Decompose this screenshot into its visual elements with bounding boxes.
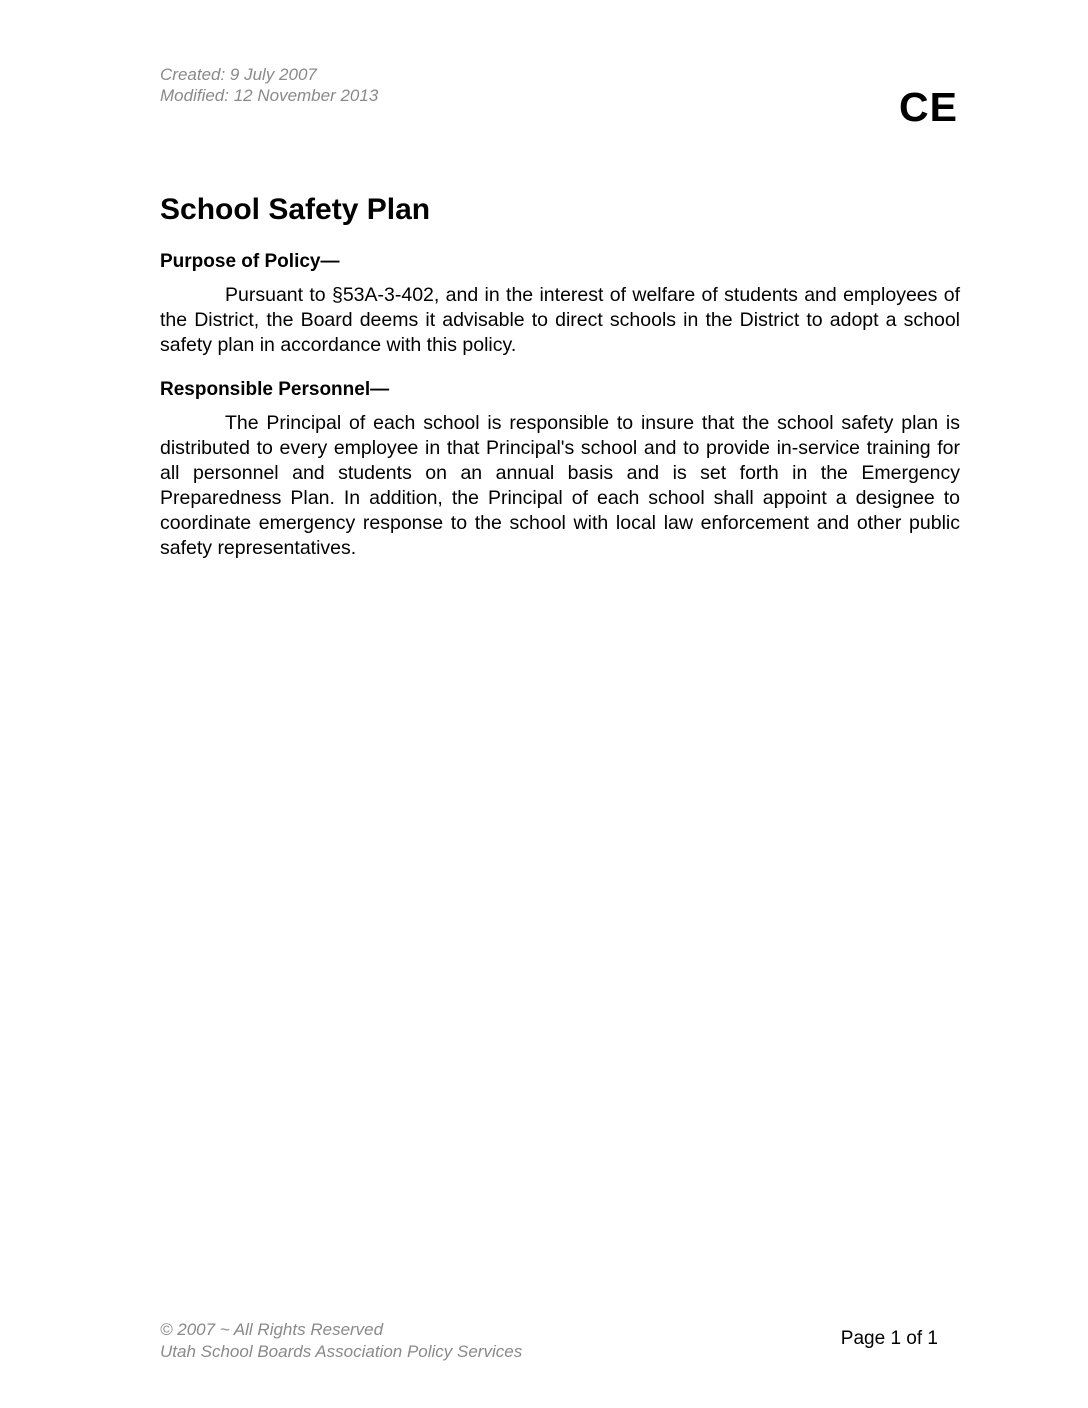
copyright-text: © 2007 ~ All Rights Reserved	[160, 1320, 384, 1339]
document-body	[160, 250, 960, 581]
section-responsible-personnel	[160, 378, 960, 561]
section-heading: Responsible Personnel—	[160, 379, 390, 400]
footer-copyright-block	[160, 1319, 522, 1363]
section-purpose	[160, 250, 960, 358]
page-number: Page 1 of 1	[840, 1328, 938, 1349]
created-date: Created: 9 July 2007	[160, 65, 317, 84]
section-heading: Purpose of Policy—	[160, 251, 340, 272]
policy-code: CE	[899, 84, 958, 130]
page-title: School Safety Plan	[160, 193, 431, 226]
organization-name: Utah School Boards Association Policy Services	[160, 1342, 523, 1361]
section-paragraph: The Principal of each school is responsible to insure that the school safety plan is distributed to every employee in that Principal's school and to provide in-service training for all personnel and students on an annual basis and is set forth in the Emergency Preparedness Plan. In addition, the Principal of each school shall appoint a designee to coordinate emergency response to the school with local law enforcement and other public safety representatives.	[160, 412, 960, 559]
document-metadata	[160, 64, 378, 106]
section-paragraph: Pursuant to §53A-3-402, and in the interest of welfare of students and employees of the District, the Board deems it advisable to direct schools in the District to adopt a school safety plan in accordance with this policy.	[160, 284, 960, 356]
modified-date: Modified: 12 November 2013	[160, 86, 379, 105]
